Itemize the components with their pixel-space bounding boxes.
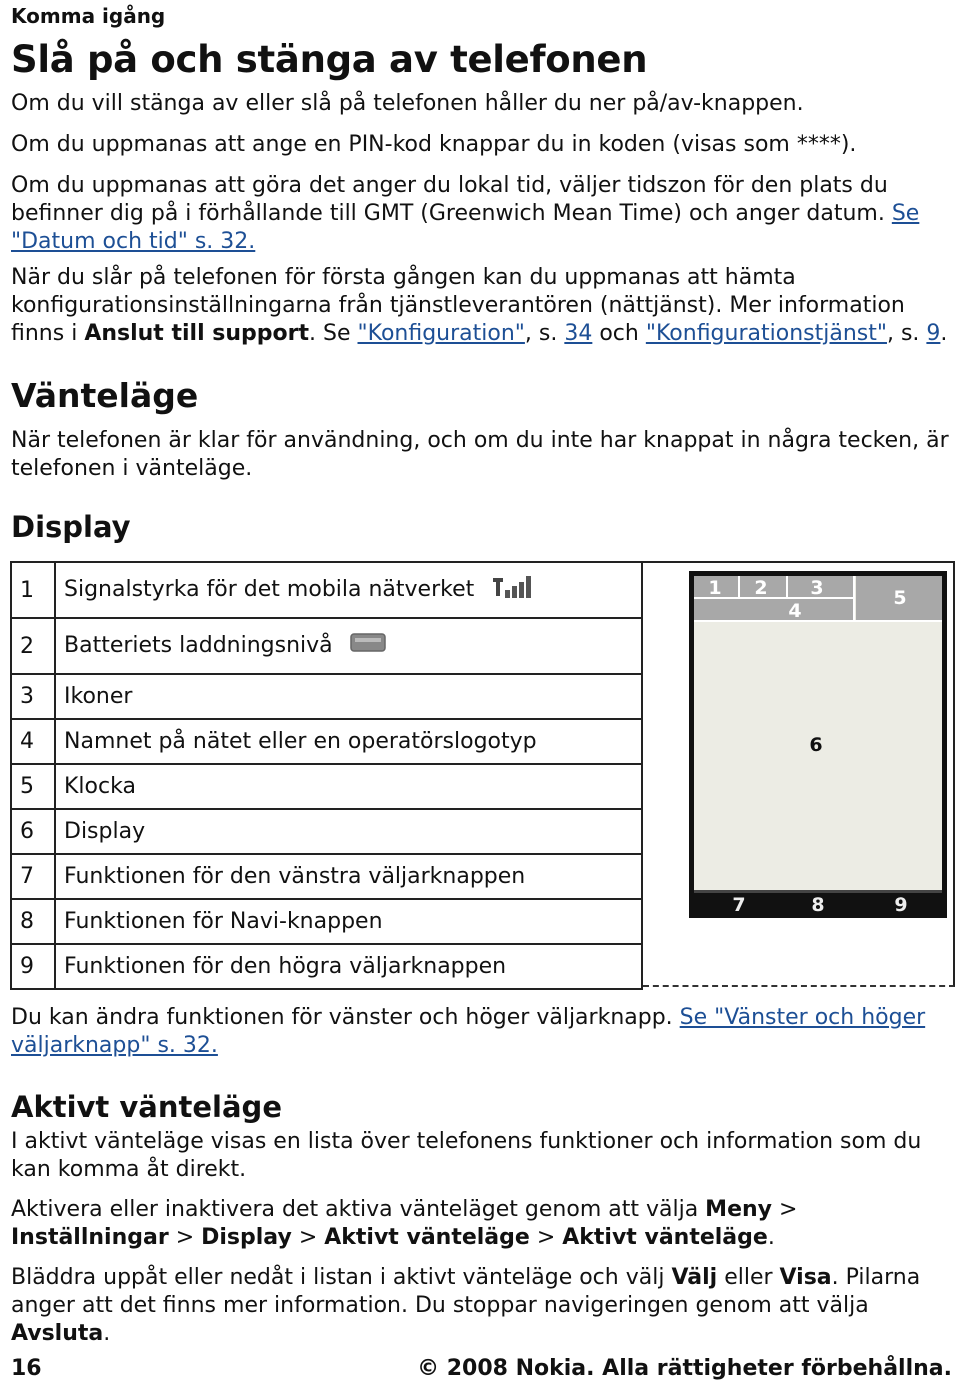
diagram-label-3: 3 <box>810 577 824 599</box>
text-fragment: och <box>592 321 646 346</box>
diagram-label-5: 5 <box>893 587 907 609</box>
configuration-service-link[interactable]: "Konfigurationstjänst" <box>645 321 887 346</box>
path-separator: > <box>772 1197 798 1222</box>
diagram-label-4: 4 <box>788 600 802 622</box>
text-fragment: , s. <box>524 321 565 346</box>
display-note <box>11 1004 956 1060</box>
display-heading: Display <box>11 510 131 544</box>
row-label: Klocka <box>55 764 642 809</box>
text-fragment: . <box>940 321 948 346</box>
row-label: Display <box>55 809 642 854</box>
exit-keyword: Avsluta <box>11 1321 104 1346</box>
intro-paragraph-4 <box>11 264 956 348</box>
text-fragment: eller <box>717 1265 780 1290</box>
row-number: 5 <box>11 764 55 809</box>
menu-path-item: Aktivt vänteläge <box>562 1225 768 1250</box>
intro-paragraph-1: Om du vill stänga av eller slå på telefonen håller du ner på/av-knappen. <box>11 91 804 116</box>
row-number: 4 <box>11 719 55 764</box>
softkeys-link[interactable]: Se "Vänster och höger väljarknapp" s. 32. <box>11 1005 926 1058</box>
battery-icon <box>350 631 388 661</box>
path-separator: > <box>529 1225 563 1250</box>
path-separator: > <box>291 1225 325 1250</box>
table-row <box>11 854 642 899</box>
row-label: Funktionen för den högra väljarknappen <box>55 944 642 989</box>
intro-paragraph-2: Om du uppmanas att ange en PIN-kod knappar du in koden (visas som ****). <box>11 132 857 157</box>
diagram-label-7: 7 <box>732 894 746 916</box>
table-row <box>11 674 642 719</box>
row-label: Namnet på nätet eller en operatörslogotyp <box>55 719 642 764</box>
menu-path-item: Display <box>201 1225 292 1250</box>
table-row <box>11 764 642 809</box>
row-number: 7 <box>11 854 55 899</box>
text-fragment: , s. <box>886 321 927 346</box>
diagram-label-8: 8 <box>811 894 825 916</box>
row-label: Batteriets laddningsnivå <box>64 633 333 658</box>
text-fragment: . <box>103 1321 111 1346</box>
row-label-cell <box>55 562 642 618</box>
section-label: Komma igång <box>11 4 166 28</box>
table-row <box>11 944 642 989</box>
active-standby-paragraph-2: Aktivera eller inaktivera det aktiva vänteläget genom att välja Meny > Inställningar > Display > Aktivt vänteläge > Aktivt vänteläge. <box>11 1197 798 1250</box>
intro-paragraph-3 <box>11 172 956 256</box>
diagram-label-1: 1 <box>708 577 722 599</box>
standby-text: När telefonen är klar för användning, och om du inte har knappat in några tecken, är telefonen i vänteläge. <box>11 428 949 481</box>
table-row <box>11 809 642 854</box>
diagram-label-2: 2 <box>754 577 768 599</box>
page-34-link[interactable]: 34 <box>564 321 593 346</box>
diagram-label-6: 6 <box>809 734 823 756</box>
copyright: © 2008 Nokia. Alla rättigheter förbehållna. <box>417 1356 952 1381</box>
support-bold: Anslut till support <box>84 321 310 346</box>
table-row <box>11 719 642 764</box>
signal-strength-icon <box>491 572 539 608</box>
intro-paragraph-3-text: Om du uppmanas att göra det anger du lokal tid, väljer tidszon för den plats du befinner dig på i förhållande till GMT (Greenwich Mean Time) och anger datum. <box>11 173 892 226</box>
menu-path-item: Aktivt vänteläge <box>324 1225 530 1250</box>
path-separator: > <box>168 1225 202 1250</box>
row-label: Funktionen för Navi-knappen <box>55 899 642 944</box>
row-number: 2 <box>11 618 55 674</box>
configuration-link[interactable]: "Konfiguration" <box>357 321 525 346</box>
table-row <box>11 562 642 618</box>
diagram-label-9: 9 <box>894 894 908 916</box>
active-standby-paragraph-3 <box>11 1264 956 1348</box>
table-row <box>11 618 642 674</box>
row-number: 1 <box>11 562 55 618</box>
row-number: 8 <box>11 899 55 944</box>
row-label: Signalstyrka för det mobila nätverket <box>64 577 475 602</box>
operator-bar <box>694 598 854 620</box>
standby-heading: Vänteläge <box>11 376 199 415</box>
row-label: Ikoner <box>55 674 642 719</box>
display-legend-table <box>10 561 643 990</box>
table-row <box>11 899 642 944</box>
row-label-cell <box>55 618 642 674</box>
active-standby-paragraph-1: I aktivt vänteläge visas en lista över telefonens funktioner och information som du kan komma åt direkt. <box>11 1129 922 1182</box>
active-standby-heading: Aktivt vänteläge <box>11 1090 282 1124</box>
show-keyword: Visa <box>779 1265 832 1290</box>
row-number: 9 <box>11 944 55 989</box>
select-keyword: Välj <box>671 1265 718 1290</box>
text-fragment: . Se <box>309 321 358 346</box>
page-9-link[interactable]: 9 <box>926 321 941 346</box>
paragraph-text: Bläddra uppåt eller nedåt i listan i aktivt vänteläge och välj <box>11 1265 672 1290</box>
page-number: 16 <box>11 1356 42 1381</box>
display-note-text: Du kan ändra funktionen för vänster och höger väljarknapp. <box>11 1005 680 1030</box>
date-time-link[interactable]: Se "Datum och tid" s. 32. <box>11 201 920 254</box>
menu-path-item: Inställningar <box>11 1225 169 1250</box>
row-label: Funktionen för den vänstra väljarknappen <box>55 854 642 899</box>
intro-paragraph-4-text: När du slår på telefonen för första gången kan du uppmanas att hämta konfigurationsinställningarna från tjänstleverantören (nättjänst). Mer information finns i <box>11 265 905 346</box>
paragraph-text: . Pilarna anger att det finns mer information. Du stoppar navigeringen genom att välja <box>11 1265 921 1318</box>
page-title: Slå på och stänga av telefonen <box>11 38 648 81</box>
row-number: 3 <box>11 674 55 719</box>
row-number: 6 <box>11 809 55 854</box>
phone-screen-diagram <box>689 571 947 918</box>
paragraph-text: Aktivera eller inaktivera det aktiva vänteläget genom att välja <box>11 1197 706 1222</box>
menu-path-item: Meny <box>705 1197 772 1222</box>
